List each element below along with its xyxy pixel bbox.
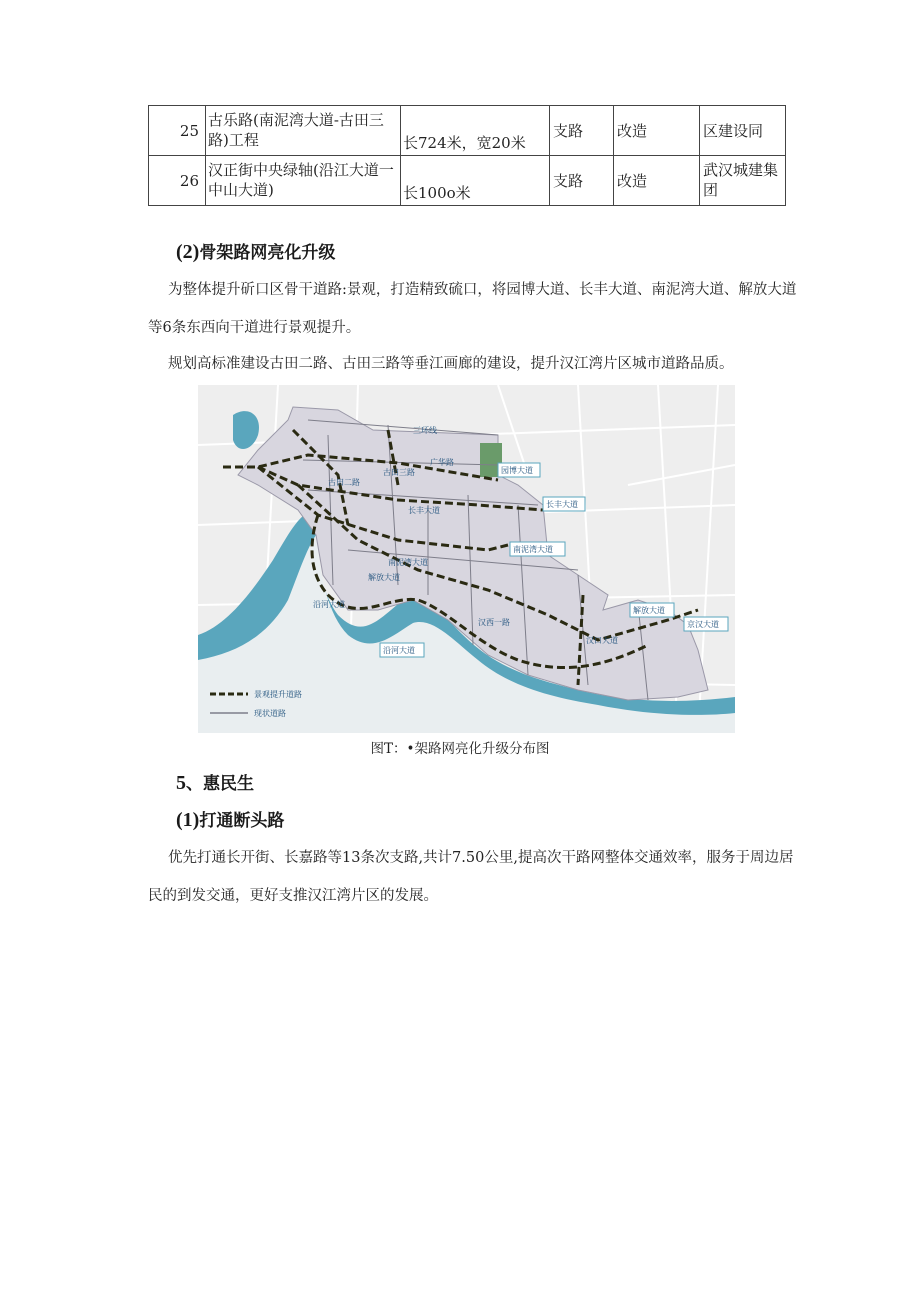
row-number: 26 [149, 156, 206, 206]
svg-text:南泥湾大道: 南泥湾大道 [513, 545, 553, 554]
svg-text:解放大道: 解放大道 [633, 606, 665, 615]
section-heading [176, 769, 254, 795]
svg-text:园博大道: 园博大道 [501, 466, 533, 475]
road-project-table [148, 105, 786, 206]
label-changfeng-road: 长丰大道 [408, 506, 440, 515]
map-figure [198, 385, 735, 733]
paragraph: 优先打通长开街、长嘉路等13条次支路,共计7.50公里,提高次干路网整体交通效率，服务于周边居民的到发交通，更好支推汉江湾片区的发展。 [148, 850, 794, 904]
svg-text:京汉大道: 京汉大道 [687, 620, 719, 629]
table-row [149, 156, 786, 206]
row-number: 25 [149, 106, 206, 156]
road-network-map [198, 385, 735, 733]
project-name: 古乐路(南泥湾大道-古田三路)工程 [206, 106, 401, 156]
section-title: 骨架路网亮化升级 [199, 243, 336, 263]
road-type: 支路 [550, 156, 614, 206]
label-gutian3: 古田三路 [383, 468, 415, 477]
callout-jiefang [630, 603, 674, 617]
section-title: 、惠民生 [186, 774, 254, 794]
project-name: 汉正街中央绿轴(沿江大道一中山大道) [206, 156, 401, 206]
label-sanhuan: 三环线 [413, 426, 437, 435]
label-guanghua: 广华路 [430, 458, 454, 467]
table-row [149, 106, 786, 156]
project-size: 长724米，宽20米 [401, 106, 550, 156]
callout-changfeng [543, 497, 585, 511]
paragraph: 规划高标准建设古田二路、古田三路等垂江画廊的建设，提升汉江湾片区城市道路品质。 [168, 356, 734, 372]
responsible-org: 武汉城建集团 [700, 156, 786, 206]
project-size: 长100o米 [401, 156, 550, 206]
road-type: 支路 [550, 106, 614, 156]
label-hanxi: 汉西一路 [478, 618, 510, 627]
callout-yanhe [380, 643, 424, 657]
legend-upgrade: 景观提升道路 [254, 690, 302, 699]
callout-yuanbo [498, 463, 540, 477]
callout-nanniwan [510, 542, 565, 556]
section-number: 5 [176, 772, 186, 794]
paragraph: 为整体提升斫口区骨干道路:景观，打造精致硫口，将园博大道、长丰大道、南泥湾大道、解放大道等6条东西向干道进行景观提升。 [148, 282, 797, 336]
section-heading [176, 238, 335, 264]
section-title: 打通断头路 [199, 811, 285, 831]
figure-caption: 图T：•架路网亮化升级分布图 [370, 741, 550, 757]
svg-text:长丰大道: 长丰大道 [546, 500, 578, 509]
label-nanniwan-road: 南泥湾大道 [388, 558, 428, 567]
callout-jinghan [684, 617, 728, 631]
legend-existing: 现状道路 [254, 709, 286, 718]
section-number: (2) [176, 241, 200, 263]
label-yanhe-road: 沿河大道 [313, 600, 345, 609]
construction-type: 改造 [614, 156, 700, 206]
label-hankou: 汉口大道 [586, 636, 618, 645]
label-jiefang-road: 解放大道 [368, 573, 400, 582]
svg-text:沿河大道: 沿河大道 [383, 646, 415, 655]
responsible-org: 区建设同 [700, 106, 786, 156]
section-number: (1) [176, 809, 200, 831]
construction-type: 改造 [614, 106, 700, 156]
section-heading [176, 806, 284, 832]
label-gutian2: 古田二路 [328, 478, 360, 487]
